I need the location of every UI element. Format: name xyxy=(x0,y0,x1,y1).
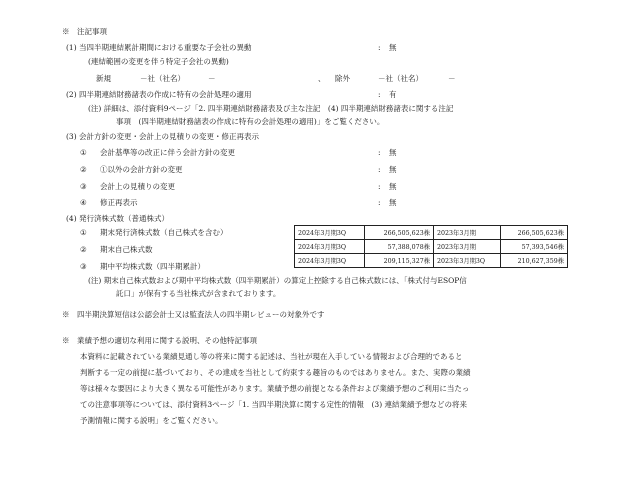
section-1-value: 無 xyxy=(389,43,397,52)
section-2-colon: : xyxy=(378,90,381,99)
section-2-note-line-1: (注) 詳細は、添付資料9ページ「2. 四半期連結財務諸表及び主な注記 (4) 四半期連結財務諸表に関する注記 xyxy=(88,104,454,113)
separator-comma: 、 xyxy=(318,74,326,83)
exclusion-label: 除外 xyxy=(335,74,350,83)
review-note: ※ 四半期決算短信は公認会計士又は監査法人の四半期レビューの対象外です xyxy=(62,310,325,319)
section-4-note-line-1: (注) 期末自己株式数および期中平均株式数（四半期累計）の算定上控除する自己株式数には、「株式付与ESOP信 xyxy=(88,276,467,285)
section-3-item-colon: : xyxy=(378,198,381,207)
period-cell: 2024年3月期3Q xyxy=(295,226,365,240)
forecast-line: 予測情報に関する説明」をご覧ください。 xyxy=(80,416,223,425)
shares-row-label: 期末自己株式数 xyxy=(100,245,153,254)
shares-row-label: 期中平均株式数（四半期累計） xyxy=(100,262,205,271)
new-label: 新規 xyxy=(96,74,111,83)
notes-header: ※ 注記事項 xyxy=(62,27,107,36)
forecast-header: ※ 業績予想の適切な利用に関する説明、その他特記事項 xyxy=(62,336,257,345)
section-3-item-number: ③ xyxy=(80,182,87,191)
section-3-item-value: 無 xyxy=(389,148,397,157)
value-cell: 266,505,623株 xyxy=(365,226,434,240)
section-3-item-number: ① xyxy=(80,148,87,157)
shares-row-number: ③ xyxy=(80,262,87,271)
section-3-item-number: ② xyxy=(80,165,87,174)
forecast-line: 本資料に記載されている業績見通し等の将来に関する記述は、当社が現在入手している情報および合理的であると xyxy=(80,352,463,361)
table-row xyxy=(295,254,568,268)
period-cell: 2023年3月期3Q xyxy=(434,254,501,268)
new-names: － xyxy=(208,74,216,83)
shares-table xyxy=(294,225,568,268)
new-count: －社（社名） xyxy=(140,74,185,83)
section-3-item-number: ④ xyxy=(80,198,87,207)
section-3-item-colon: : xyxy=(378,148,381,157)
section-1-colon: : xyxy=(378,43,381,52)
section-3-item-label: 会計基準等の改正に伴う会計方針の変更 xyxy=(100,148,235,157)
section-3-item-value: 無 xyxy=(389,182,397,191)
section-3-item-colon: : xyxy=(378,165,381,174)
table-row xyxy=(295,240,568,254)
shares-row-number: ① xyxy=(80,228,87,237)
exclusion-count: －社（社名） xyxy=(378,74,423,83)
section-1-title: (1) 当四半期連結累計期間における重要な子会社の異動 xyxy=(66,43,252,52)
forecast-line: 判断する一定の前提に基づいており、その達成を当社として約束する趣旨のものではありません。また、実際の業績 xyxy=(80,368,471,377)
value-cell: 209,115,327株 xyxy=(365,254,434,268)
period-cell: 2024年3月期3Q xyxy=(295,240,365,254)
forecast-line: 等は様々な要因により大きく異なる可能性があります。業績予想の前提となる条件および業績予想のご利用に当たっ xyxy=(80,384,470,393)
section-2-note-line-2: 事項 (四半期連結財務諸表の作成に特有の会計処理の適用)」をご覧ください。 xyxy=(116,117,385,126)
section-4-title: (4) 発行済株式数（普通株式） xyxy=(66,214,170,223)
section-3-title: (3) 会計方針の変更・会計上の見積りの変更・修正再表示 xyxy=(66,132,260,141)
section-3-item-label: 会計上の見積りの変更 xyxy=(100,182,175,191)
section-3-item-colon: : xyxy=(378,182,381,191)
table-row xyxy=(295,226,568,240)
period-cell: 2023年3月期 xyxy=(434,226,501,240)
value-cell: 57,388,078株 xyxy=(365,240,434,254)
section-3-item-value: 無 xyxy=(389,165,397,174)
section-1-subtitle: (連結範囲の変更を伴う特定子会社の異動) xyxy=(88,57,229,66)
period-cell: 2024年3月期3Q xyxy=(295,254,365,268)
shares-row-label: 期末発行済株式数（自己株式を含む） xyxy=(100,228,228,237)
value-cell: 57,393,546株 xyxy=(501,240,568,254)
forecast-line: ての注意事項等については、添付資料3ページ「1. 当四半期決算に関する定性的情報 (3) 連結業績予想などの将来 xyxy=(80,400,468,409)
section-3-item-label: ①以外の会計方針の変更 xyxy=(100,165,183,174)
value-cell: 266,505,623株 xyxy=(501,226,568,240)
section-3-item-label: 修正再表示 xyxy=(100,198,138,207)
exclusion-names: － xyxy=(448,74,456,83)
section-3-item-value: 無 xyxy=(389,198,397,207)
period-cell: 2023年3月期 xyxy=(434,240,501,254)
shares-row-number: ② xyxy=(80,245,87,254)
section-2-value: 有 xyxy=(389,90,397,99)
section-2-title: (2) 四半期連結財務諸表の作成に特有の会計処理の適用 xyxy=(66,90,252,99)
section-4-note-line-2: 託口」が保有する当社株式が含まれております。 xyxy=(116,289,281,298)
value-cell: 210,627,359株 xyxy=(501,254,568,268)
